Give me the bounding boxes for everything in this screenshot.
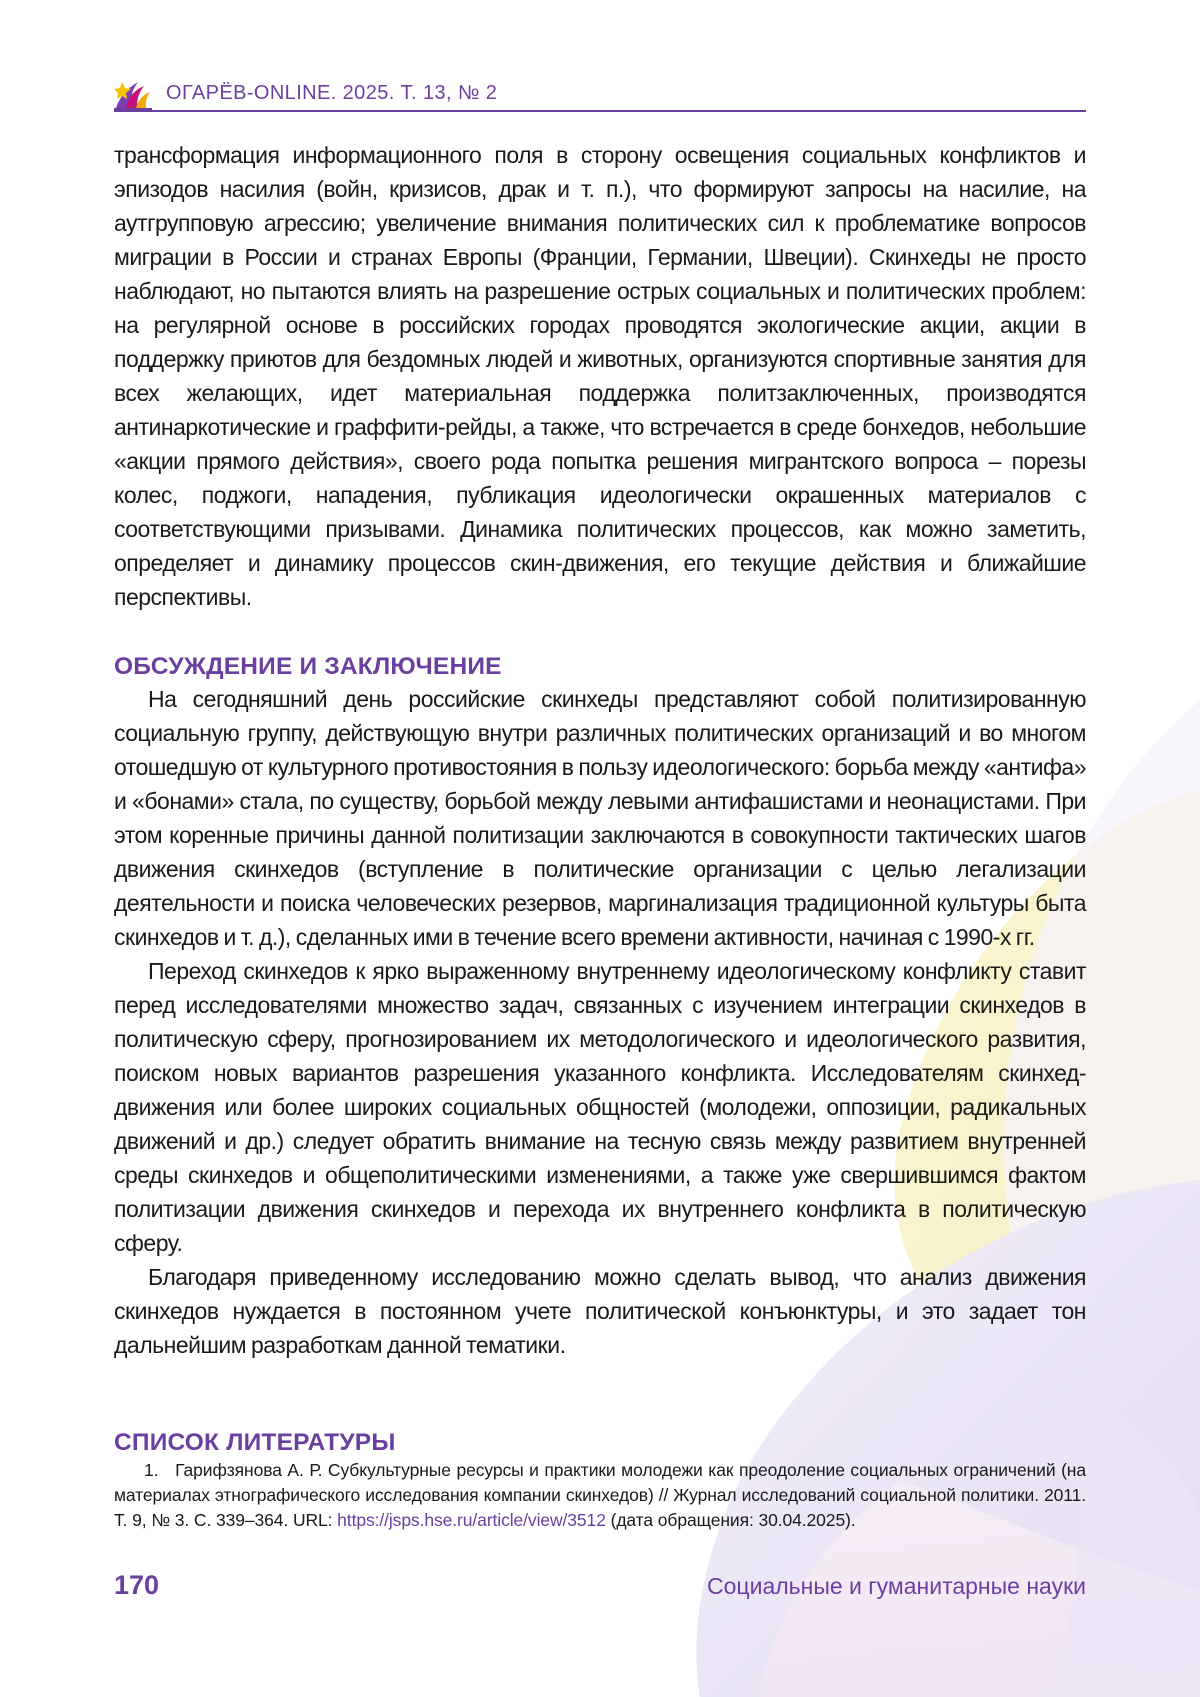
reference-link[interactable]: https://jsps.hse.ru/article/view/3512 [337, 1510, 606, 1530]
journal-logo-icon [114, 76, 152, 110]
discussion-paragraph-2: Переход скинхедов к ярко выраженному внутреннему идеологическому конфликту ставит перед исследователями множество задач, связанных с изучением интеграции скинхедов в политическую сферу, прогнозированием их методологического и идеологического развития, поиском новых вариантов разрешения указанного конфликта. Исследователям скинхед-движения или более широких социальных общностей (молодежи, оппозиции, радикальных движений и др.) следует обратить внимание на тесную связь между развитием внутренней среды скинхедов и общеполитическими изменениями, а также уже свершившимся фактом политизации движения скинхедов и перехода их внутреннего конфликта в политическую сферу. [114, 954, 1086, 1260]
page-number: 170 [114, 1570, 159, 1601]
running-footer [114, 1570, 1086, 1606]
running-header [114, 74, 1086, 112]
reference-text: Гарифзянова А. Р. Субкультурные ресурсы и практики молодежи как преодоление социальных ограничений (на материалах этнографического исследования компании скинхедов) // Журнал исследований социальной политики. 2011. Т. 9, № 3. С. 339–364. URL: [114, 1460, 1086, 1530]
reference-number: 1. [144, 1460, 158, 1480]
discussion-paragraph-3: Благодаря приведенному исследованию можно сделать вывод, что анализ движения скинхедов нуждается в постоянном учете политической конъюнктуры, и это задает тон дальнейшим разработкам данной тематики. [114, 1260, 1086, 1362]
reference-access-date: (дата обращения: 30.04.2025). [606, 1510, 856, 1530]
article-body [114, 138, 1086, 1533]
journal-title: ОГАРЁВ-ONLINE. 2025. Т. 13, № 2 [166, 82, 497, 105]
section-name: Социальные и гуманитарные науки [707, 1573, 1086, 1600]
reference-item [114, 1458, 1086, 1533]
intro-paragraph: трансформация информационного поля в сторону освещения социальных конфликтов и эпизодов насилия (войн, кризисов, драк и т. п.), что формируют запросы на насилие, на аутгрупповую агрессию; увеличение внимания политических сил к проблематике вопросов миграции в России и странах Европы (Франции, Германии, Швеции). Скинхеды не просто наблюдают, но пытаются влиять на разрешение острых социальных и политических проблем: на регулярной основе в российских городах проводятся экологические акции, акции в поддержку приютов для бездомных людей и животных, организуются спортивные занятия для всех желающих, идет материальная поддержка политзаключенных, производятся антинаркотические и граффити-рейды, а также, что встречается в среде бонхедов, небольшие «акции прямого действия», своего рода попытка решения мигрантского вопроса – порезы колес, поджоги, нападения, публикация идеологически окрашенных материалов с соответствующими призывами. Динамика политических процессов, как можно заметить, определяет и динамику процессов скин-движения, его текущие действия и ближайшие перспективы. [114, 138, 1086, 614]
header-rule [114, 110, 1086, 112]
discussion-heading: ОБСУЖДЕНИЕ И ЗАКЛЮЧЕНИЕ [114, 652, 1086, 682]
references-heading: СПИСОК ЛИТЕРАТУРЫ [114, 1428, 1086, 1458]
discussion-paragraph-1: На сегодняшний день российские скинхеды представляют собой политизированную социальную группу, действующую внутри различных политических организаций и во многом отошедшую от культурного противостояния в пользу идеологического: борьба между «антифа» и «бонами» стала, по существу, борьбой между левыми антифашистами и неонацистами. При этом коренные причины данной политизации заключаются в совокупности тактических шагов движения скинхедов (вступление в политические организации с целью легализации деятельности и поиска человеческих резервов, маргинализация традиционной культуры быта скинхедов и т. д.), сделанных ими в течение всего времени активности, начиная с 1990-х гг. [114, 682, 1086, 954]
